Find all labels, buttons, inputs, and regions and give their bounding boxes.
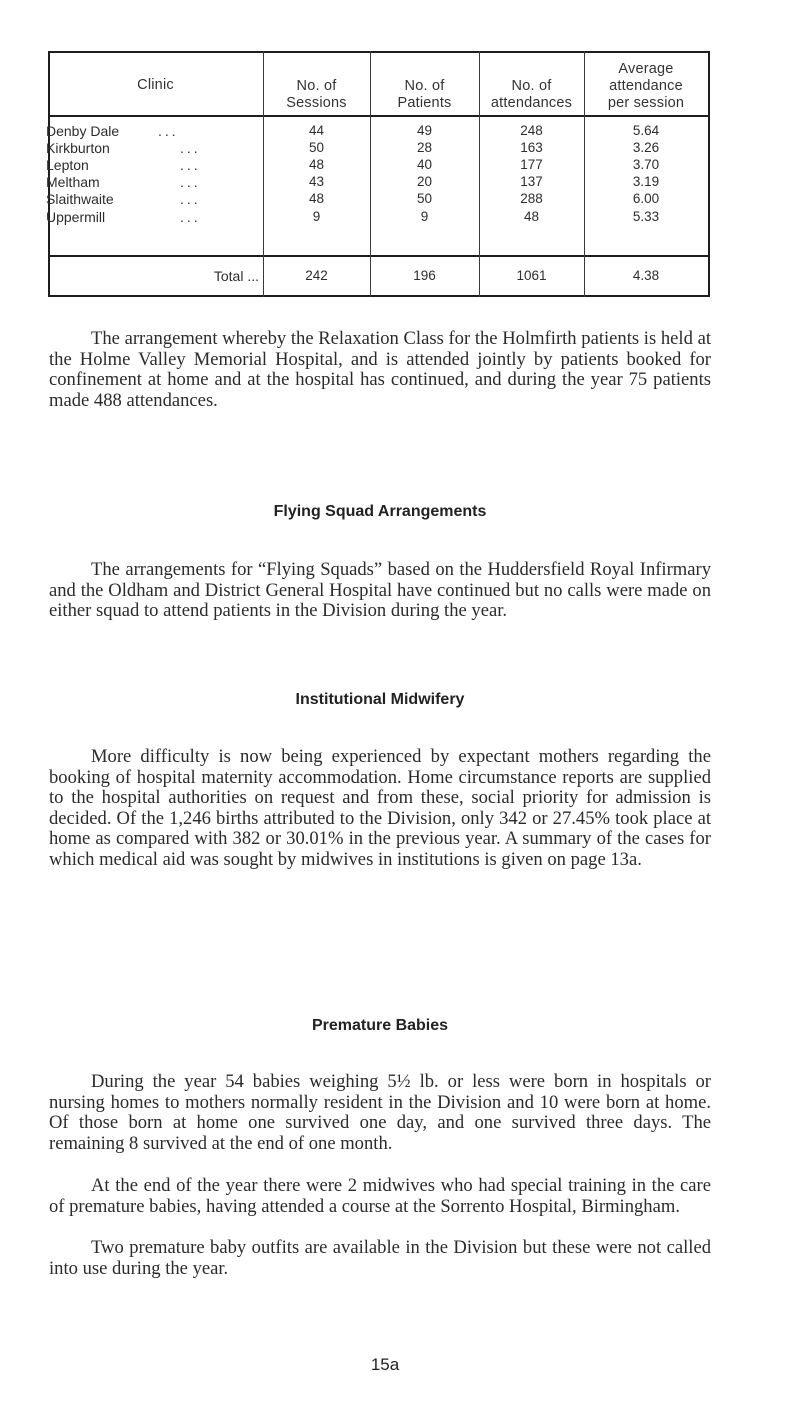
institutional-midwifery-heading: Institutional Midwifery [295, 691, 465, 708]
sessions-value: 43 [308, 174, 325, 189]
total-average: 4.38 [632, 268, 660, 283]
dot-leader: ... [158, 123, 179, 139]
table-top-rule [48, 51, 710, 53]
patients-value: 50 [416, 191, 433, 206]
premature-text-1: During the year 54 babies weighing 5½ lb. or less were born in hospitals or nursing homes to mothers normally resident in the Division and 10 were born at home. Of those born at home one survived one day, and one survived three days. The remaining 8 survived at the end of one month. [49, 1071, 711, 1154]
attendances-value: 163 [520, 140, 543, 155]
dot-leader: ... [180, 157, 201, 173]
header-sessions [263, 56, 370, 112]
dot-leader: ... [180, 209, 201, 225]
header-patients [370, 56, 479, 112]
patients-value: 20 [416, 174, 433, 189]
patients-value: 49 [416, 123, 433, 138]
table-right-border [708, 51, 710, 297]
attendances-value: 137 [520, 174, 543, 189]
header-patients-line: No. of [404, 78, 445, 94]
midwifery-text: More difficulty is now being experienced by expectant mothers regarding the booking of hospital maternity accommodation. Home circumstance reports are supplied to the hospital authorities on request and from these, social priority for admission is decided. Of the 1,246 births attributed to the Division, only 342 or 27.45% took place at home as compared with 382 or 30.01% in the previous year. A summary of the cases for which medical aid was sought by midwives in institutions is given on page 13a. [49, 746, 711, 870]
average-value: 3.70 [632, 157, 660, 172]
header-clinic [48, 56, 263, 112]
relaxation-class-paragraph [49, 329, 711, 411]
total-patients: 196 [413, 268, 436, 283]
sessions-value: 9 [312, 209, 321, 224]
flying-squad-heading: Flying Squad Arrangements [273, 503, 487, 520]
average-value: 5.64 [632, 123, 660, 138]
table-total-rule [48, 255, 710, 257]
clinic-name: Kirkburton [46, 140, 110, 156]
header-clinic-label: Clinic [137, 77, 174, 93]
header-average-line: Average [618, 61, 674, 77]
page-number: 15a [370, 1355, 400, 1374]
clinic-name: Slaithwaite [46, 191, 114, 207]
sessions-value: 48 [308, 191, 325, 206]
premature-paragraph-3 [49, 1238, 711, 1279]
premature-text-2: At the end of the year there were 2 midwives who had special training in the care of premature babies, having attended a course at the Sorrento Hospital, Birmingham. [49, 1175, 711, 1217]
midwifery-paragraph [49, 747, 711, 871]
attendances-value: 177 [520, 157, 543, 172]
header-patients-line: Patients [397, 95, 452, 111]
attendances-value: 248 [520, 123, 543, 138]
table-header-rule [48, 115, 710, 117]
premature-text-3: Two premature baby outfits are available in the Division but these were not called into use during the year. [49, 1237, 711, 1279]
header-attendances-line: attendances [490, 95, 573, 111]
table-bottom-rule [48, 295, 710, 297]
premature-babies-heading: Premature Babies [311, 1017, 449, 1034]
dot-leader: ... [180, 140, 201, 156]
average-value: 3.26 [632, 140, 660, 155]
average-value: 5.33 [632, 209, 660, 224]
total-sessions: 242 [305, 268, 328, 283]
header-average-line: per session [607, 95, 685, 111]
attendances-value: 48 [523, 209, 540, 224]
flying-squad-paragraph [49, 560, 711, 622]
clinic-name: Denby Dale [46, 123, 120, 139]
clinic-attendance-table [48, 51, 710, 297]
attendances-value: 288 [520, 191, 543, 206]
relaxation-class-text: The arrangement whereby the Relaxation Class for the Holmfirth patients is held at the Holme Valley Memorial Hospital, and is attended jointly by patients booked for confinement at home and at the hospital has continued, and during the year 75 patients made 488 attendances. [49, 328, 711, 411]
clinic-name: Lepton [46, 157, 89, 173]
header-sessions-line: No. of [296, 78, 337, 94]
sessions-value: 50 [308, 140, 325, 155]
header-average [584, 56, 708, 112]
sessions-value: 44 [308, 123, 325, 138]
patients-value: 28 [416, 140, 433, 155]
flying-squad-text: The arrangements for “Flying Squads” based on the Huddersfield Royal Infirmary and the Oldham and District General Hospital have continued but no calls were made on either squad to attend patients in the Division during the year. [49, 559, 711, 622]
header-attendances-line: No. of [511, 78, 552, 94]
clinic-name: Meltham [46, 174, 100, 190]
average-value: 6.00 [632, 191, 660, 206]
patients-value: 40 [416, 157, 433, 172]
patients-value: 9 [420, 209, 429, 224]
header-sessions-line: Sessions [286, 95, 347, 111]
dot-leader: ... [180, 174, 201, 190]
sessions-value: 48 [308, 157, 325, 172]
header-average-line: attendance [609, 78, 683, 94]
header-attendances [479, 56, 584, 112]
average-value: 3.19 [632, 174, 660, 189]
dot-leader: ... [180, 191, 201, 207]
total-attendances: 1061 [516, 268, 547, 283]
clinic-name: Uppermill [46, 209, 106, 225]
total-label: Total ... [213, 268, 259, 284]
premature-paragraph-2 [49, 1176, 711, 1217]
premature-paragraph-1 [49, 1072, 711, 1154]
